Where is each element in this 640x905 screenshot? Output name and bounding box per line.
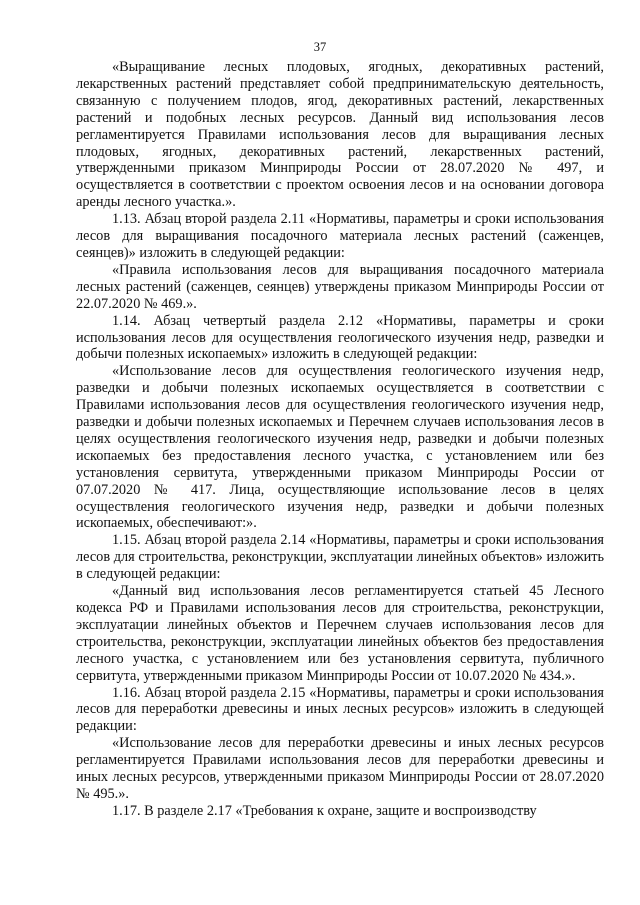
paragraph-item-1-14: 1.14. Абзац четвертый раздела 2.12 «Нормативы, параметры и сроки использования лесов для осуществления геологического изучения недр, разведки и добычи полезных ископаемых» изложить в следующей редакции: [76,312,604,363]
paragraph-item-1-13: 1.13. Абзац второй раздела 2.11 «Нормативы, параметры и сроки использования лесов для выращивания посадочного материала лесных растений (саженцев, сеянцев)» изложить в следующей редакции: [76,211,604,261]
page-number: 37 [313,40,327,54]
paragraph-item-1-16: 1.16. Абзац второй раздела 2.15 «Нормативы, параметры и сроки использования лесов для переработки древесины и иных лесных ресурсов» изложить в следующей редакции: [76,684,604,735]
paragraph-quote-geology: «Использование лесов для осуществления геологического изучения недр, разведки и добычи полезных ископаемых осуществляется в соответствии с Правилами использования лесов для осуществления геологического изучения недр, разведки и добычи полезных ископаемых и Перечнем случаев использования лесов в целях осуществления геологического изучения недр, разведки и добычи полезных ископаемых без предоставления лесного участка, с установлением или без установления сервитута, утвержденными приказом Минприроды России от 07.07.2020 № 417. Лица, осуществляющие использование лесов в целях осуществления геологического изучения недр, разведки и добычи полезных ископаемых, обеспечивают:». [76,363,604,532]
paragraph-quote-seedlings: «Правила использования лесов для выращивания посадочного материала лесных растений (саженцев, сеянцев) утверждены приказом Минприроды России от 22.07.2020 № 469.». [76,261,604,312]
paragraph-item-1-15: 1.15. Абзац второй раздела 2.14 «Нормативы, параметры и сроки использования лесов для строительства, реконструкции, эксплуатации линейных объектов» изложить в следующей редакции: [76,532,604,583]
document-body [76,59,604,820]
paragraph-item-1-17: 1.17. В разделе 2.17 «Требования к охране, защите и воспроизводству [112,802,537,819]
paragraph-quote-fruit-growing: «Выращивание лесных плодовых, ягодных, декоративных растений, лекарственных растений представляет собой предпринимательскую деятельность, связанную с получением плодов, ягод, декоративных растений, лекарственных растений и подобных лесных ресурсов. Данный вид использования лесов регламентируется Правилами использования лесов для выращивания лесных плодовых, ягодных, декоративных растений, лекарственных растений, утвержденными приказом Минприроды России от 28.07.2020 № 497, и осуществляется в соответствии с проектом освоения лесов и на основании договора аренды лесного участка.». [76,59,604,211]
paragraph-quote-wood-processing: «Использование лесов для переработки древесины и иных лесных ресурсов регламентируется Правилами использования лесов для переработки древесины и иных лесных ресурсов, утвержденными приказом Минприроды России от 28.07.2020 № 495.». [76,735,604,802]
paragraph-quote-linear-objects: «Данный вид использования лесов регламентируется статьей 45 Лесного кодекса РФ и Правилами использования лесов для строительства, реконструкции, эксплуатации линейных объектов и Перечнем случаев использования лесов для строительства, реконструкции, эксплуатации линейных объектов без предоставления лесного участка, с установлением или без установления сервитута, публичного сервитута, утвержденными приказом Минприроды России от 10.07.2020 № 434.». [76,583,604,684]
